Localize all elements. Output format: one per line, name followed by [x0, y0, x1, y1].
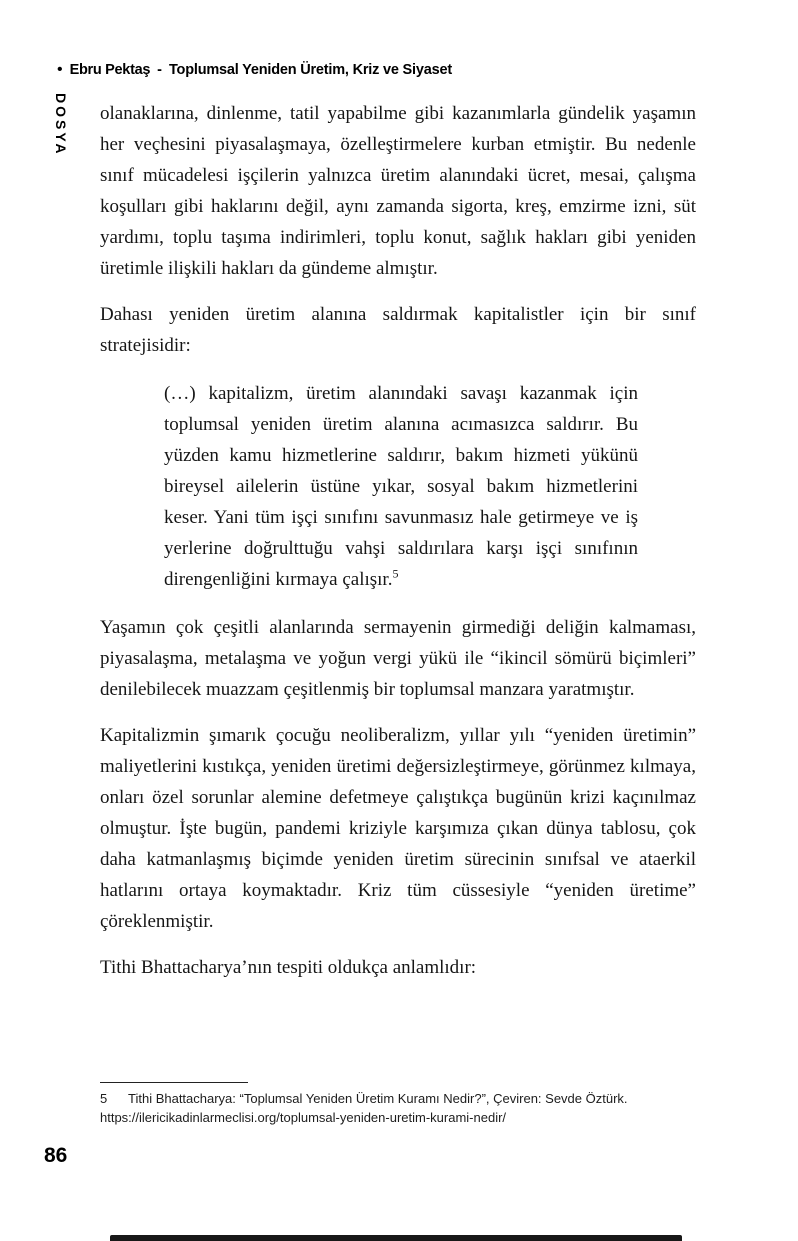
quote-text: (…) kapitalizm, üretim alanındaki savaşı kazanmak için toplumsal yeniden üretim alanına acımasızca saldırır. Bu yüzden kamu hizmetlerine saldırır, bakım hizmeti yükünü bireysel ailelerin üstüne yıkar, sosyal bakım hizmetlerini keser. Yani tüm işçi sınıfını savunmasız hale getirmeye ve iş yerlerine doğrulttuğu vahşi saldırılara karşı işçi sınıfının direngenliğini kırmaya çalışır.: [164, 383, 638, 590]
footnote-divider: [100, 1082, 248, 1083]
bullet-icon: •: [57, 61, 63, 78]
book-title: Toplumsal Yeniden Üretim, Kriz ve Siyaset: [168, 62, 452, 78]
page-edge-shadow: [110, 1235, 682, 1241]
footnote-number: 5: [100, 1091, 108, 1106]
block-quote: [164, 378, 638, 595]
footnote-reference: 5: [392, 566, 399, 581]
paragraph: Yaşamın çok çeşitli alanlarında sermayenin girmediği deliğin kalmaması, piyasalaşma, metalaşma ve yoğun vergi yükü ile “ikincil sömürü biçimleri” denilebilecek muazzam çeşitlenmiş bir toplumsal manzara yaratmıştır.: [100, 617, 696, 700]
running-header: [57, 62, 452, 78]
footnote-url: https://ilericikadinlarmeclisi.org/toplumsal-yeniden-uretim-kurami-nedir/: [100, 1110, 507, 1125]
paragraph: Kapitalizmin şımarık çocuğu neoliberalizm, yıllar yılı “yeniden üretimin” maliyetlerini kıstıkça, yeniden üretimi değersizleştirmeye, görünmez kılmaya, onları özel sorunlar alemine defetmeye çalıştıkça bugünün krizi kaçınılmaz olmuştur. İşte bugün, pandemi kriziyle karşımıza çıkan dünya tablosu, çok daha katmanlaşmış biçimde yeniden üretim sürecinin sınıfsal ve ataerkil hatlarını ortaya koymaktadır. Kriz tüm cüssesiyle “yeniden üretime” çöreklenmiştir.: [100, 725, 696, 932]
paragraph: Tithi Bhattacharya’nın tespiti oldukça anlamlıdır:: [100, 957, 477, 978]
header-separator: -: [157, 62, 162, 78]
footnote-line: [100, 1090, 696, 1108]
footnote: [100, 1082, 696, 1127]
paragraph: olanaklarına, dinlenme, tatil yapabilme gibi kazanımlarla gündelik yaşamın her veçhesini piyasalaşmaya, özelleştirmelere kurban etmiştir. Bu nedenle sınıf mücadelesi işçilerin yalnızca üretim alanındaki ücret, mesai, çalışma koşulları gibi haklarını değil, aynı zamanda sigorta, kreş, emzirme izni, süt yardımı, toplu taşıma indirimleri, toplu konut, sağlık hakları gibi yeniden üretimle ilişkili hakları da gündeme almıştır.: [100, 103, 696, 279]
paragraph: Dahası yeniden üretim alanına saldırmak kapitalistler için bir sınıf stratejisidir:: [100, 304, 696, 356]
author-name: Ebru Pektaş: [69, 62, 151, 78]
footnote-text: Tithi Bhattacharya: “Toplumsal Yeniden Üretim Kuramı Nedir?”, Çeviren: Sevde Öztürk.: [128, 1091, 628, 1106]
page-body-text: [100, 98, 696, 983]
section-label-vertical: DOSYA: [53, 93, 69, 157]
page-number: 86: [44, 1144, 68, 1167]
